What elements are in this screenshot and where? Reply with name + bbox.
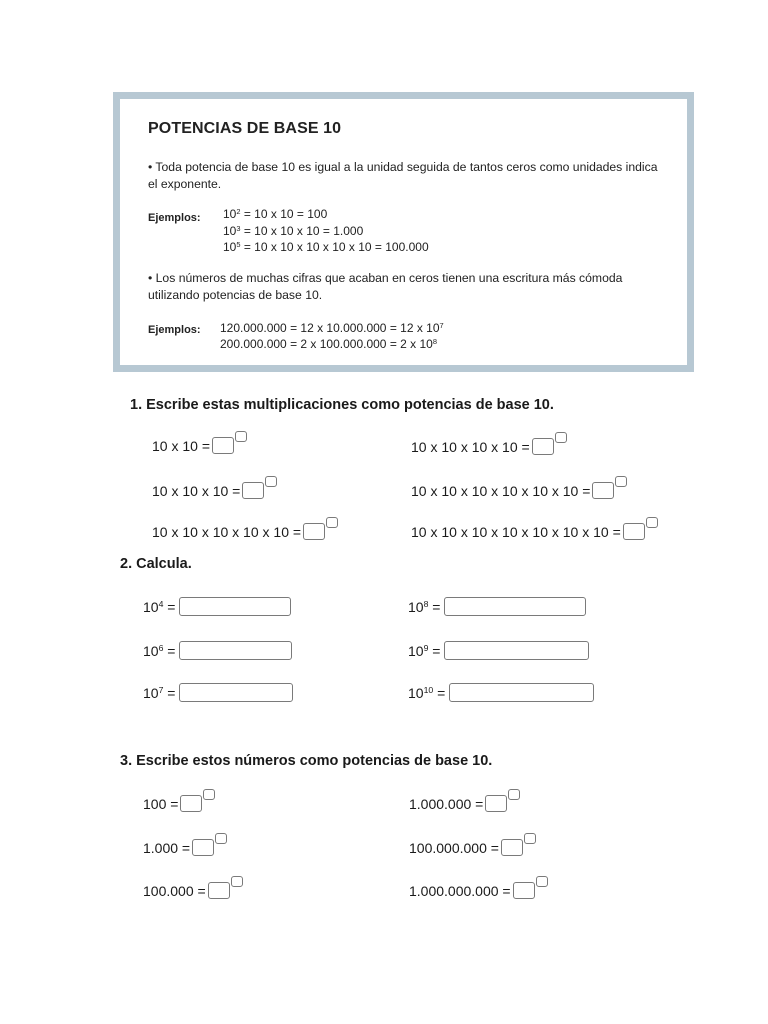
base-answer-box[interactable] — [623, 523, 645, 540]
exercise-3-item: 1.000.000 = — [409, 789, 520, 812]
info-box — [113, 92, 694, 372]
example-line: $10^3 = 10$ x 10 x 10 = 1.000 — [223, 223, 364, 238]
exercise-1-item: 10 x 10 x 10 = — [152, 476, 277, 499]
exercise-2-item: $10^9$ = — [408, 636, 589, 660]
exercise-3-item: 100 = — [143, 789, 215, 812]
exercise-3-item: 1.000 = — [143, 833, 227, 856]
exercise-2-item: $10^{10}$ = — [408, 678, 594, 702]
exercise-3-heading: 3. Escribe estos números como potencias de base 10. — [120, 753, 493, 769]
base-answer-box[interactable] — [208, 882, 230, 899]
exercise-2-item: $10^4$ = — [143, 592, 291, 616]
exercise-1-item: 10 x 10 x 10 x 10 x 10 x 10 = — [411, 476, 627, 499]
info-box-content — [120, 99, 687, 365]
base-answer-box[interactable] — [532, 438, 554, 455]
base-answer-box[interactable] — [212, 437, 234, 454]
exercise-3-item: 1.000.000.000 = — [409, 876, 548, 899]
exponent-answer-box[interactable] — [265, 476, 277, 487]
exponent-answer-box[interactable] — [524, 833, 536, 844]
info-title: POTENCIAS DE BASE 10 — [148, 120, 342, 137]
example-line: $10^5 = 10$ x 10 x 10 x 10 x 10 = 100.000 — [223, 239, 429, 254]
exponent-answer-box[interactable] — [203, 789, 215, 800]
examples-label-1: Ejemplos: — [148, 212, 201, 224]
base-answer-box[interactable] — [192, 839, 214, 856]
example-line: 200.000.000 = 2 x 100.000.000 = 2 x $10^8$ — [220, 336, 437, 351]
example-line: $10^2 = 10$ x 10 = 100 — [223, 206, 328, 221]
exponent-answer-box[interactable] — [615, 476, 627, 487]
answer-input[interactable] — [449, 683, 594, 702]
exponent-answer-box[interactable] — [231, 876, 243, 887]
base-answer-box[interactable] — [242, 482, 264, 499]
exercise-1-item: 10 x 10 x 10 x 10 x 10 = — [152, 517, 338, 540]
exercise-2-item: $10^8$ = — [408, 592, 586, 616]
exponent-answer-box[interactable] — [536, 876, 548, 887]
answer-input[interactable] — [179, 597, 291, 616]
base-answer-box[interactable] — [303, 523, 325, 540]
exponent-answer-box[interactable] — [646, 517, 658, 528]
answer-input[interactable] — [444, 641, 589, 660]
exponent-answer-box[interactable] — [326, 517, 338, 528]
answer-input[interactable] — [179, 683, 293, 702]
exercise-1-item: 10 x 10 x 10 x 10 x 10 x 10 x 10 = — [411, 517, 658, 540]
exponent-answer-box[interactable] — [215, 833, 227, 844]
exercise-3-item: 100.000 = — [143, 876, 243, 899]
example-line: 120.000.000 = 12 x 10.000.000 = 12 x $10^7$ — [220, 320, 444, 335]
exercise-1-heading: 1. Escribe estas multiplicaciones como potencias de base 10. — [130, 397, 554, 413]
base-answer-box[interactable] — [485, 795, 507, 812]
base-answer-box[interactable] — [180, 795, 202, 812]
exercise-2-item: $10^6$ = — [143, 636, 292, 660]
base-answer-box[interactable] — [592, 482, 614, 499]
examples-label-2: Ejemplos: — [148, 324, 201, 336]
exercise-1-item: 10 x 10 x 10 x 10 = — [411, 432, 567, 455]
answer-input[interactable] — [444, 597, 586, 616]
exponent-answer-box[interactable] — [508, 789, 520, 800]
exercise-2-heading: 2. Calcula. — [120, 556, 192, 572]
exponent-answer-box[interactable] — [555, 432, 567, 443]
exercise-2-item: $10^7$ = — [143, 678, 293, 702]
exercise-3-item: 100.000.000 = — [409, 833, 536, 856]
base-answer-box[interactable] — [501, 839, 523, 856]
info-rule-1: • Toda potencia de base 10 es igual a la unidad seguida de tantos ceros como unidades indica el exponente. — [148, 160, 658, 191]
exponent-answer-box[interactable] — [235, 431, 247, 442]
info-rule-2: • Los números de muchas cifras que acaban en ceros tienen una escritura más cómoda utilizando potencias de base 10. — [148, 271, 623, 302]
base-answer-box[interactable] — [513, 882, 535, 899]
exercise-1-item: 10 x 10 = — [152, 431, 247, 454]
answer-input[interactable] — [179, 641, 292, 660]
